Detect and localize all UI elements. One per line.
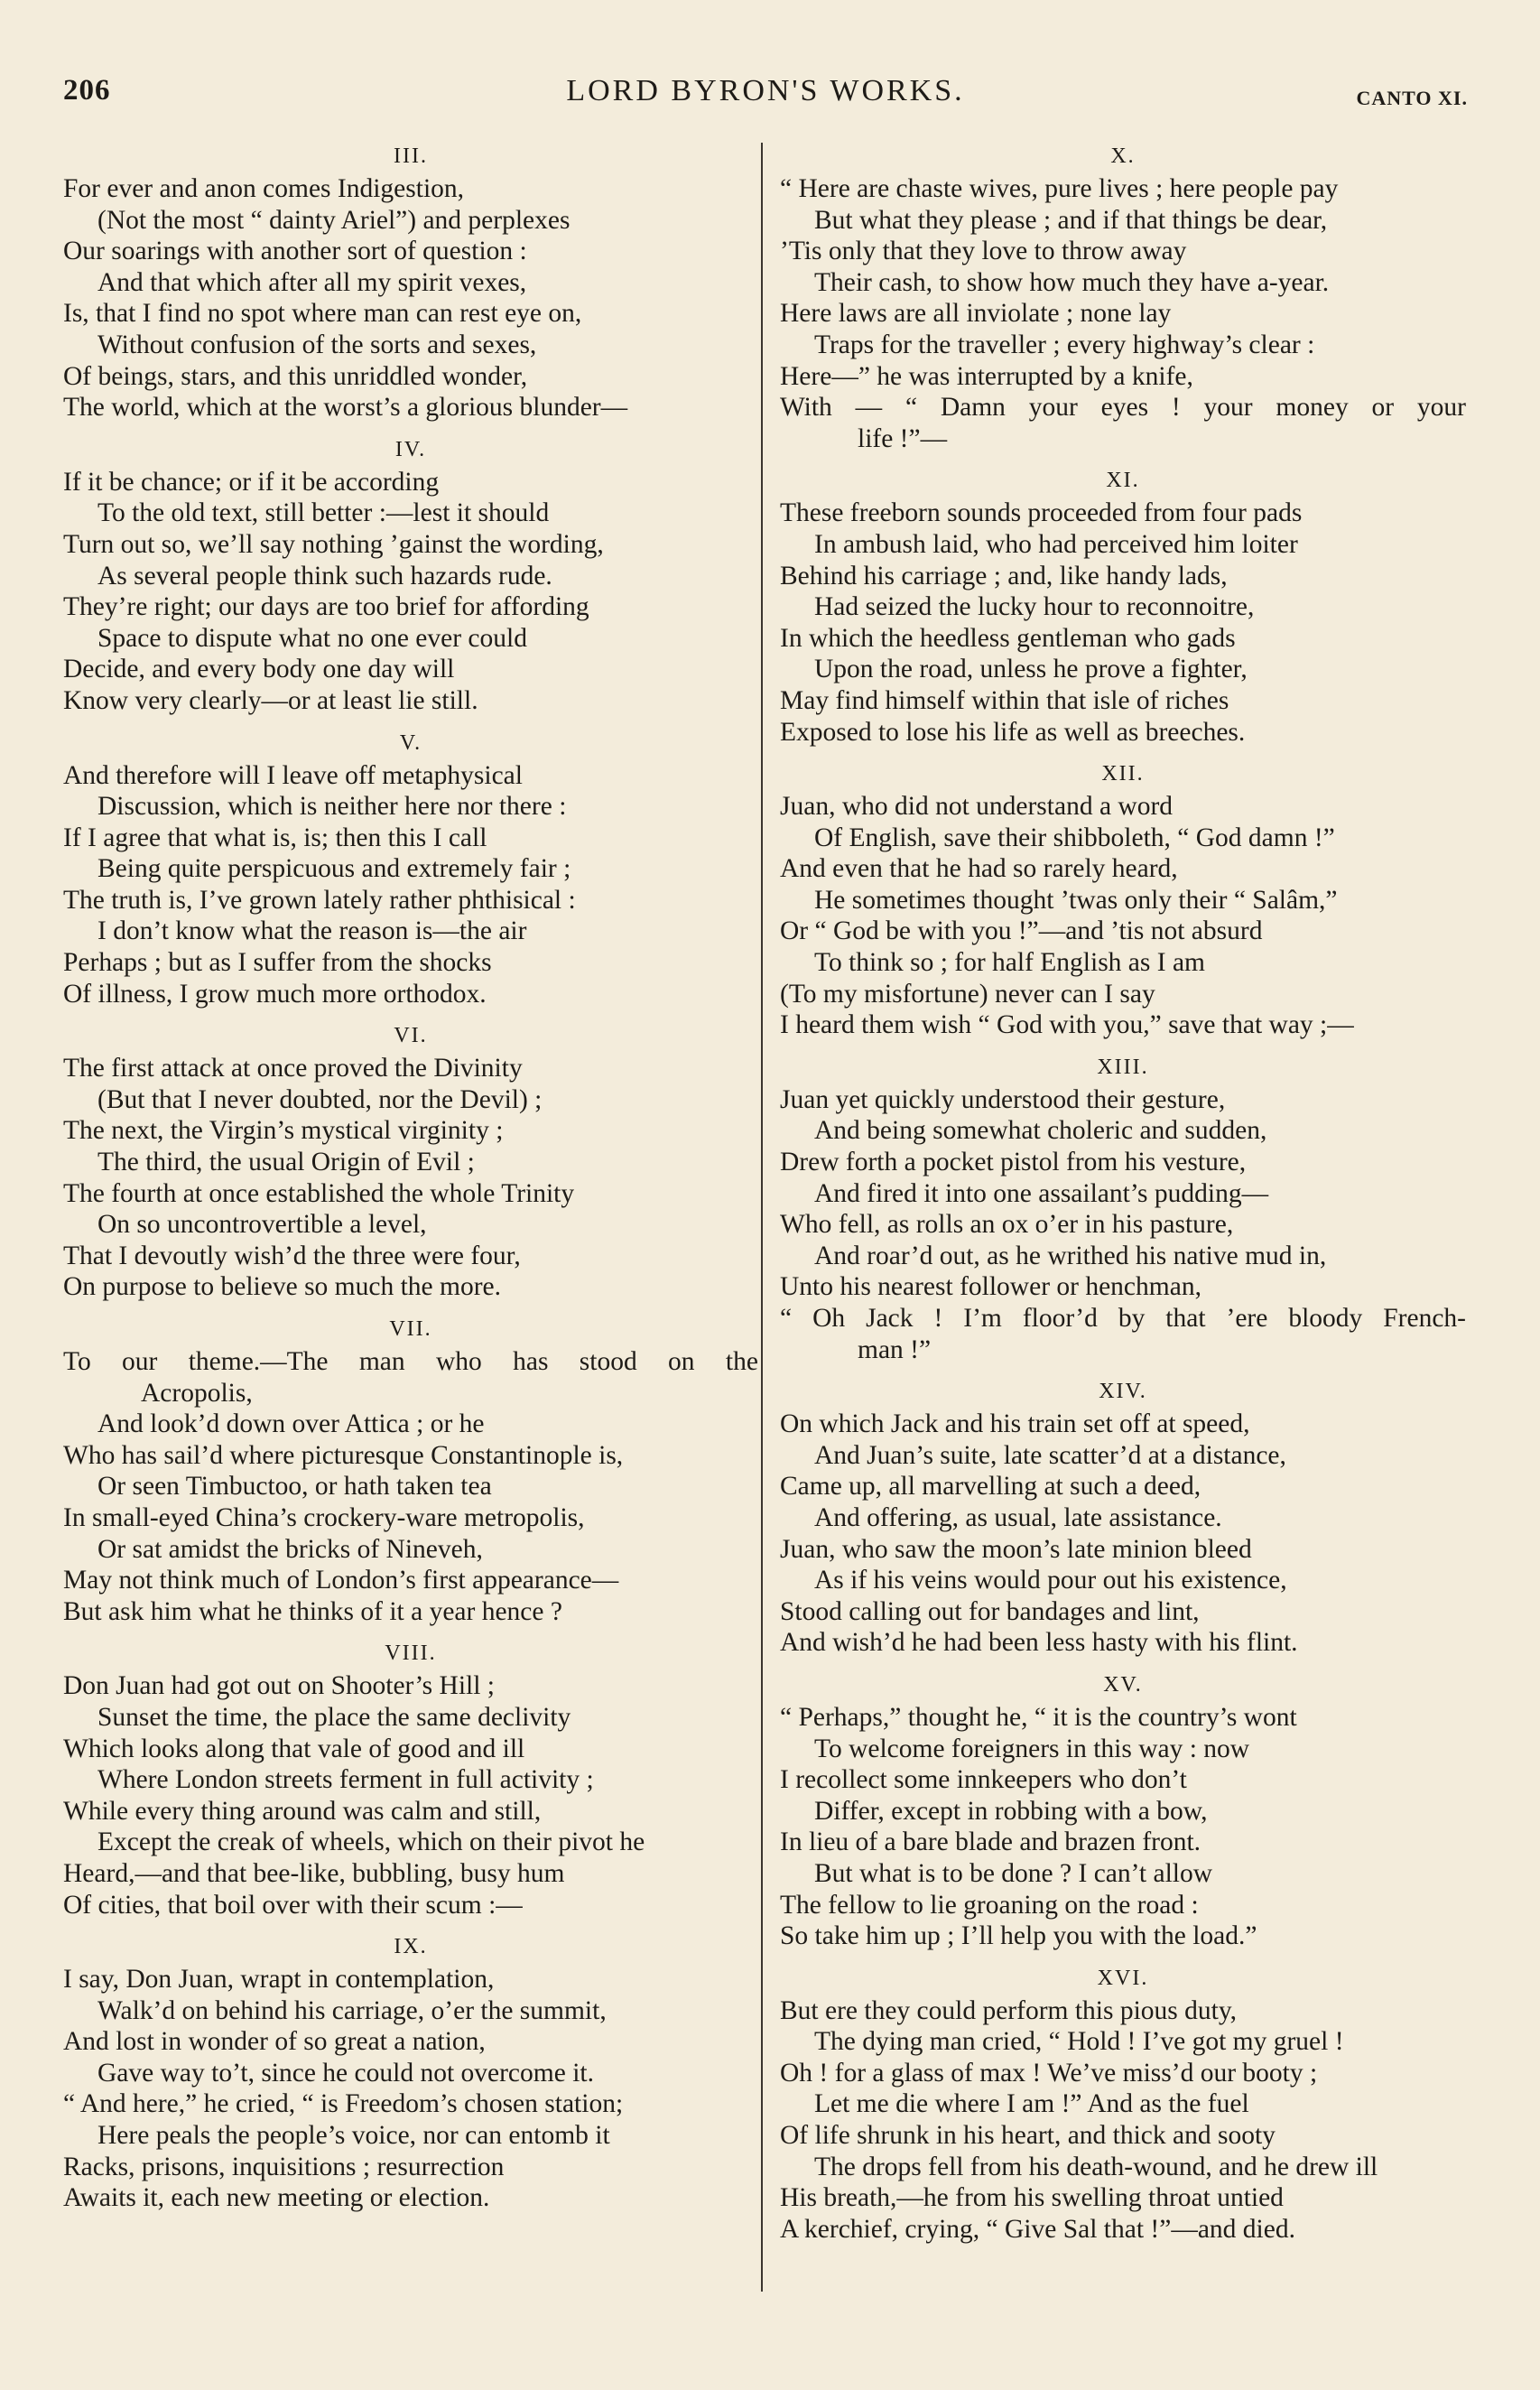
verse-line: As if his veins would pour out his existence,: [814, 1566, 1287, 1595]
verse-line: And therefore will I leave off metaphysical: [63, 760, 523, 790]
verse-line: The drops fell from his death-wound, and he drew ill: [814, 2152, 1378, 2181]
left-column: [63, 144, 758, 2228]
verse-line: In small-eyed China’s crockery-ware metropolis,: [63, 1502, 585, 1532]
verse-line: The dying man cried, “ Hold ! I’ve got my gruel !: [814, 2027, 1344, 2057]
verse-line: And that which after all my spirit vexes,: [97, 267, 527, 297]
verse-line: Their cash, to show how much they have a-year.: [814, 267, 1330, 297]
stanza-numeral: IV.: [394, 437, 427, 461]
verse-line: In ambush laid, who had perceived him loiter: [814, 529, 1298, 559]
verse-line: Perhaps ; but as I suffer from the shocks: [63, 948, 492, 978]
verse-line: Space to dispute what no one ever could: [97, 623, 527, 653]
verse-line: Juan, who did not understand a word: [780, 792, 1174, 822]
stanza-numeral: VIII.: [385, 1641, 437, 1666]
verse-word: With: [780, 393, 832, 423]
verse-line: Awaits it, each new meeting or election.: [63, 2183, 490, 2213]
verse-word: ’ere: [1226, 1304, 1268, 1333]
verse-word: man: [358, 1347, 405, 1376]
page-header: [63, 74, 1468, 128]
verse-line: Turn out so, we’ll say nothing ’gainst the wording,: [63, 529, 604, 559]
verse-line: I don’t know what the reason is—the air: [97, 916, 527, 946]
verse-line: The fellow to lie groaning on the road :: [780, 1890, 1199, 1920]
verse-word: your: [1416, 393, 1466, 423]
verse-word: —: [855, 393, 883, 423]
verse-word: the: [725, 1347, 758, 1376]
running-title: LORD BYRON'S WORKS.: [566, 74, 965, 107]
verse-line: These freeborn sounds proceeded from four pads: [780, 498, 1303, 528]
verse-word: !: [1171, 393, 1181, 423]
verse-line: In lieu of a bare blade and brazen front.: [780, 1827, 1201, 1857]
verse-line: Drew forth a pocket pistol from his vesture,: [780, 1148, 1247, 1177]
stanza-numeral: XVI.: [1097, 1966, 1149, 1990]
canto-label: CANTO XI.: [1356, 87, 1468, 109]
stanza: [63, 1317, 758, 1627]
verse-line: In which the heedless gentleman who gads: [780, 623, 1236, 653]
verse-line: If it be chance; or if it be according: [63, 467, 440, 497]
verse-line: But ask him what he thinks of it a year hence ?: [63, 1596, 562, 1626]
verse-word: I’m: [963, 1304, 1002, 1333]
verse-line: The first attack at once proved the Divinity: [63, 1054, 523, 1083]
verse-word: Damn: [940, 393, 1006, 423]
verse-line: Of life shrunk in his heart, and thick and sooty: [780, 2121, 1276, 2151]
stanza: [780, 1967, 1466, 2246]
verse-line: As several people think such hazards rude.: [97, 561, 552, 591]
verse-word: theme.—The: [188, 1347, 329, 1376]
verse-line: Being quite perspicuous and extremely fair ;: [97, 854, 571, 884]
verse-line: [780, 392, 1466, 423]
verse-line: Of English, save their shibboleth, “ God damn !”: [814, 823, 1335, 852]
verse-line: On so uncontrovertible a level,: [97, 1210, 427, 1240]
stanza: [780, 1056, 1466, 1365]
verse-line: “ Here are chaste wives, pure lives ; here people pay: [780, 174, 1339, 203]
verse-line: Acropolis,: [141, 1378, 253, 1408]
verse-word: that: [1165, 1304, 1206, 1333]
verse-word: who: [435, 1347, 482, 1376]
verse-line: His breath,—he from his swelling throat untied: [780, 2183, 1284, 2213]
verse-line: man !”: [858, 1334, 932, 1364]
verse-line: So take him up ; I’ll help you with the load.”: [780, 1921, 1257, 1951]
verse-line: Here laws are all inviolate ; none lay: [780, 299, 1172, 329]
verse-word: French-: [1383, 1304, 1466, 1333]
verse-line: (Not the most “ dainty Ariel”) and perplexes: [97, 205, 571, 235]
verse-line: Of beings, stars, and this unriddled wonder,: [63, 361, 528, 391]
verse-line: A kerchief, crying, “ Give Sal that !”—and died.: [780, 2214, 1295, 2244]
stanza-numeral: III.: [394, 144, 428, 168]
stanza: [63, 1641, 758, 1920]
verse-word: Oh: [812, 1304, 846, 1333]
verse-line: Our soarings with another sort of question :: [63, 237, 527, 266]
verse-line: Who fell, as rolls an ox o’er in his pasture,: [780, 1210, 1234, 1240]
verse-line: And wish’d he had been less hasty with his flint.: [780, 1628, 1298, 1658]
verse-line: And roar’d out, as he writhed his native mud in,: [814, 1241, 1327, 1270]
verse-line: Exposed to lose his life as well as breeches.: [780, 717, 1246, 747]
stanza-numeral: XII.: [1101, 762, 1145, 786]
verse-line: ’Tis only that they love to throw away: [780, 237, 1187, 266]
stanza-numeral: XV.: [1103, 1672, 1143, 1697]
stanza: [63, 144, 758, 423]
verse-line: To think so ; for half English as I am: [814, 948, 1205, 978]
page-number: 206: [63, 74, 111, 107]
verse-line: Here—” he was interrupted by a knife,: [780, 361, 1193, 391]
verse-line: Gave way to’t, since he could not overcome it.: [97, 2058, 594, 2088]
verse-word: your: [1028, 393, 1078, 423]
stanza: [63, 1935, 758, 2214]
stanza: [63, 438, 758, 717]
verse-line: And look’d down over Attica ; or he: [97, 1409, 485, 1439]
verse-word: by: [1118, 1304, 1146, 1333]
verse-line: The world, which at the worst’s a glorious blunder—: [63, 393, 628, 423]
verse-line: Walk’d on behind his carriage, o’er the summit,: [97, 1995, 607, 2025]
verse-word: money: [1276, 393, 1349, 423]
verse-line: Sunset the time, the place the same declivity: [97, 1702, 571, 1732]
verse-line: Is, that I find no spot where man can rest eye on,: [63, 299, 582, 329]
verse-line: He sometimes thought ’twas only their “ Salâm,”: [814, 885, 1338, 915]
verse-line: Upon the road, unless he prove a fighter,: [814, 655, 1248, 684]
verse-line: On which Jack and his train set off at speed,: [780, 1409, 1250, 1439]
verse-word: has: [513, 1347, 549, 1376]
verse-line: Oh ! for a glass of max ! We’ve miss’d our booty ;: [780, 2058, 1318, 2088]
verse-line: Traps for the traveller ; every highway’s clear :: [814, 330, 1315, 359]
verse-line: And being somewhat choleric and sudden,: [814, 1116, 1267, 1146]
verse-line: The next, the Virgin’s mystical virginity ;: [63, 1116, 504, 1146]
verse-line: But what is to be done ? I can’t allow: [814, 1858, 1213, 1888]
stanza-numeral: VI.: [394, 1024, 428, 1048]
verse-line: I say, Don Juan, wrapt in contemplation,: [63, 1965, 495, 1995]
verse-line: The truth is, I’ve grown lately rather phthisical :: [63, 885, 576, 915]
stanza: [780, 1380, 1466, 1659]
verse-line: Came up, all marvelling at such a deed,: [780, 1472, 1201, 1502]
verse-word: our: [122, 1347, 158, 1376]
verse-line: Juan, who saw the moon’s late minion bleed: [780, 1534, 1252, 1564]
verse-line: Or sat amidst the bricks of Nineveh,: [97, 1534, 483, 1564]
verse-line: Which looks along that vale of good and ill: [63, 1734, 525, 1763]
verse-line: If I agree that what is, is; then this I call: [63, 823, 487, 852]
verse-line: For ever and anon comes Indigestion,: [63, 174, 465, 203]
verse-line: I recollect some innkeepers who don’t: [780, 1765, 1187, 1795]
stanza: [780, 144, 1466, 454]
verse-line: “ Perhaps,” thought he, “ it is the country’s wont: [780, 1702, 1297, 1732]
verse-line: “ And here,” he cried, “ is Freedom’s chosen station;: [63, 2089, 624, 2119]
column-divider: [761, 143, 763, 2292]
stanza: [63, 731, 758, 1010]
verse-line: (But that I never doubted, nor the Devil) ;: [97, 1084, 543, 1114]
verse-line: That I devoutly wish’d the three were four,: [63, 1241, 521, 1270]
verse-line: On purpose to believe so much the more.: [63, 1272, 501, 1302]
verse-line: Or seen Timbuctoo, or hath taken tea: [97, 1472, 492, 1502]
stanza-numeral: XIII.: [1097, 1055, 1149, 1079]
verse-line: Without confusion of the sorts and sexes,: [97, 330, 537, 359]
verse-line: Here peals the people’s voice, nor can entomb it: [97, 2121, 610, 2151]
stanza-numeral: X.: [1110, 144, 1136, 168]
verse-line: Discussion, which is neither here nor there :: [97, 792, 567, 822]
verse-word: floor’d: [1022, 1304, 1098, 1333]
verse-line: Unto his nearest follower or henchman,: [780, 1272, 1201, 1302]
verse-line: Except the creak of wheels, which on their pivot he: [97, 1827, 645, 1857]
verse-line: They’re right; our days are too brief for affording: [63, 592, 589, 622]
verse-word: bloody: [1288, 1304, 1363, 1333]
verse-line: But what they please ; and if that things be dear,: [814, 205, 1328, 235]
verse-line: And offering, as usual, late assistance.: [814, 1502, 1222, 1532]
verse-line: While every thing around was calm and still,: [63, 1796, 542, 1826]
stanza-numeral: IX.: [394, 1935, 428, 1959]
verse-line: Decide, and every body one day will: [63, 655, 455, 684]
verse-word: your: [1203, 393, 1253, 423]
verse-line: And fired it into one assailant’s pudding—: [814, 1178, 1269, 1208]
verse-line: Know very clearly—or at least lie still.: [63, 685, 478, 715]
verse-line: Or “ God be with you !”—and ’tis not absurd: [780, 916, 1263, 946]
verse-word: or: [1371, 393, 1395, 423]
verse-line: And even that he had so rarely heard,: [780, 854, 1178, 884]
verse-line: To welcome foreigners in this way : now: [814, 1734, 1250, 1763]
verse-line: Who has sail’d where picturesque Constantinople is,: [63, 1440, 624, 1470]
verse-line: But ere they could perform this pious duty,: [780, 1995, 1238, 2025]
verse-line: Differ, except in robbing with a bow,: [814, 1796, 1208, 1826]
stanza-numeral: VII.: [389, 1317, 432, 1341]
verse-line: Stood calling out for bandages and lint,: [780, 1596, 1200, 1626]
verse-line: Heard,—and that bee-like, bubbling, busy hum: [63, 1858, 565, 1888]
verse-word: on: [668, 1347, 695, 1376]
verse-line: Behind his carriage ; and, like handy lads,: [780, 561, 1228, 591]
verse-line: Where London streets ferment in full activity ;: [97, 1765, 594, 1795]
verse-line: The third, the usual Origin of Evil ;: [97, 1148, 475, 1177]
stanza: [63, 1024, 758, 1303]
verse-word: stood: [579, 1347, 637, 1376]
stanza-numeral: XIV.: [1099, 1380, 1147, 1404]
verse-line: May not think much of London’s first appearance—: [63, 1566, 619, 1595]
verse-word: eyes: [1100, 393, 1149, 423]
verse-line: And lost in wonder of so great a nation,: [63, 2027, 486, 2057]
verse-line: (To my misfortune) never can I say: [780, 979, 1155, 1009]
verse-word: “: [905, 393, 918, 423]
stanza-numeral: XI.: [1106, 469, 1140, 493]
verse-line: Don Juan had got out on Shooter’s Hill ;: [63, 1671, 495, 1701]
right-column: [780, 144, 1466, 2259]
verse-line: [780, 1303, 1466, 1334]
verse-word: !: [933, 1304, 943, 1333]
verse-line: Of illness, I grow much more orthodox.: [63, 979, 487, 1009]
verse-line: And Juan’s suite, late scatter’d at a distance,: [814, 1440, 1286, 1470]
stanza: [780, 469, 1466, 748]
verse-line: Had seized the lucky hour to reconnoitre,: [814, 592, 1255, 622]
stanza: [780, 762, 1466, 1041]
stanza-numeral: V.: [399, 730, 422, 755]
verse-word: To: [63, 1347, 91, 1376]
verse-line: To the old text, still better :—lest it should: [97, 498, 550, 528]
verse-line: life !”—: [858, 423, 948, 453]
stanza: [780, 1673, 1466, 1952]
verse-line: Of cities, that boil over with their scum :—: [63, 1890, 523, 1920]
verse-line: May find himself within that isle of riches: [780, 685, 1229, 715]
verse-line: Racks, prisons, inquisitions ; resurrection: [63, 2152, 505, 2181]
verse-line: The fourth at once established the whole Trinity: [63, 1178, 575, 1208]
verse-word: “: [780, 1304, 793, 1333]
verse-line: Juan yet quickly understood their gesture,: [780, 1084, 1226, 1114]
verse-line: Let me die where I am !” And as the fuel: [814, 2089, 1249, 2119]
verse-word: Jack: [866, 1304, 914, 1333]
verse-line: [63, 1346, 758, 1378]
verse-line: I heard them wish “ God with you,” save that way ;—: [780, 1010, 1354, 1040]
